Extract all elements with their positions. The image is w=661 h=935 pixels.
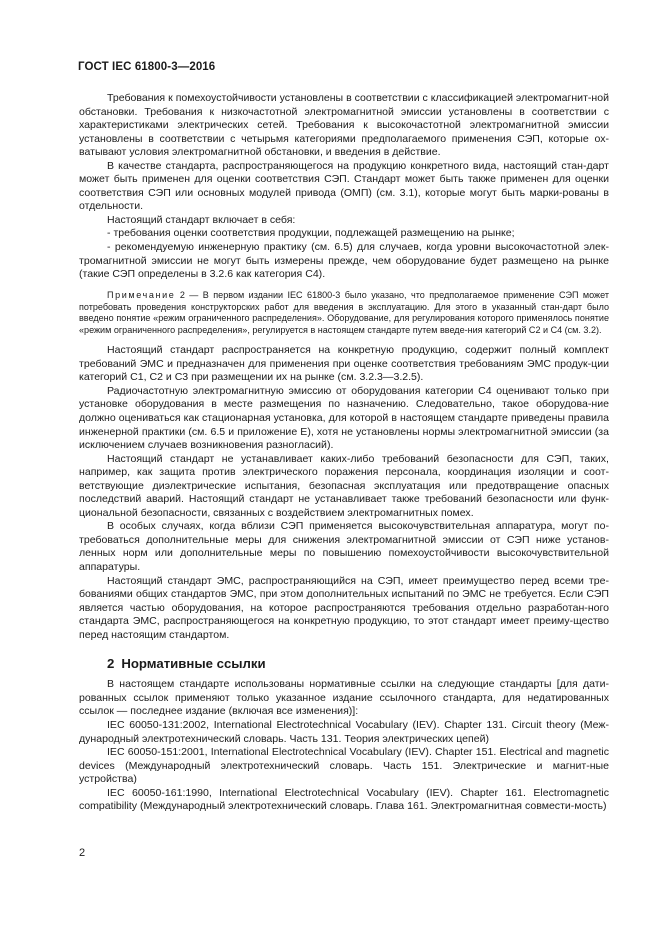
paragraph: В качестве стандарта, распространяющегося на продукцию конкретного вида, настоящий стан-дарт может быть применен для оценки соответствия СЭП. Стандарт может быть также применен для оценки соответствия СЭП или основных модулей привода (ОМП) (см. 3.1), которые могут быть марки-рованы в отдельности. — [79, 159, 609, 213]
reference-item: IEC 60050-161:1990, International Electrotechnical Vocabulary (IEV). Chapter 161. Electromagnetic compatibility (Международный электротехнический словарь. Глава 161. Электромагнитная совмести-мость) — [79, 786, 609, 813]
paragraph: Настоящий стандарт включает в себя: — [107, 213, 296, 226]
paragraph: Настоящий стандарт ЭМС, распространяющийся на СЭП, имеет преимущество перед всеми тре-бованиями общих стандартов ЭМС, при этом дополнительных испытаний по ЭМС не требуется. Если СЭП является частью оборудования, на которое распространяются требования отдельно разработан-ного стандарта ЭМС, распространяющегося на конкретную продукцию, то этот стандарт имеет преиму-щество перед настоящим стандартом. — [79, 574, 609, 641]
page-number: 2 — [79, 847, 86, 859]
section-heading — [79, 656, 609, 672]
paragraph: В настоящем стандарте использованы нормативные ссылки на следующие стандарты [для дати-рованных ссылок применяют только указанное издание ссылочного стандарта, для недатированных ссылок — последнее издание (включая все изменения)]: — [79, 678, 609, 718]
list-item: - рекомендуемую инженерную практику (см. 6.5) для случаев, когда уровни высокочастотной элек-тромагнитной эмиссии не могут быть измерены прежде, чем оборудование будет размещено на рынке (такие СЭП определены в 3.2.6 как категория С4). — [79, 241, 609, 281]
paragraph: В особых случаях, когда вблизи СЭП применяется высокочувствительная аппаратура, могут по-требоваться дополнительные меры для снижения электромагнитной эмиссии от СЭП ниже установ-ленных норм или дополнительные меры по повышению помехоустойчивости высокочувствительной аппаратуры. — [79, 520, 609, 574]
paragraph: Настоящий стандарт не устанавливает каких-либо требований безопасности для СЭП, таких, например, как защита против электрического поражения персонала, координация изоляции и соот-ветствующие диэлектрические испытания, безопасная эксплуатация или предотвращение опасных последствий аварий. Настоящий стандарт не устанавливает также требований безопасности или функ-циональной безопасности, связанных с воздействием электромагнитных помех. — [79, 452, 609, 519]
note-text: 2 — В первом издании IEC 61800-3 было указано, что предполагаемое применение СЭП может потребовать проведения конструкторских работ для введения в эксплуатацию. Для этого в указанный стан-дарт было введено понятие «режим ограниченного распределения». Оборудование, для регулирования которого применялось понятие «режим ограниченного распределения», регулируется в настоящем стандарте путем введе-ния категорий С2 и С4 (см. 3.2). — [79, 289, 609, 336]
reference-item: IEC 60050-151:2001, International Electrotechnical Vocabulary (IEV). Chapter 151. Electrical and magnetic devices (Международный электротехнический словарь. Часть 151. Электрические и магнит-ные устройства) — [79, 746, 609, 786]
section-number: 2 — [107, 656, 115, 672]
list-item: - требования оценки соответствия продукции, подлежащей размещению на рынке; — [107, 227, 515, 240]
paragraph: Настоящий стандарт распространяется на конкретную продукцию, содержит полный комплект требований ЭМС и предназначен для применения при оценке соответствия требованиям ЭМС продук-ции категорий С1, С2 и С3 при размещении их на рынке (см. 3.2.3—3.2.5). — [79, 344, 609, 384]
section-title: Нормативные ссылки — [121, 656, 266, 672]
paragraph: Требования к помехоустойчивости установлены в соответствии с классификацией электромагнит-ной обстановки. Требования к низкочастотной электромагнитной эмиссии установлены в соответствии с характеристиками электрических сетей. Требования к высокочастотной электромагнитной эмиссии установлены в соответствии с четырьмя категориями предполагаемого применения СЭП, которые ох-ватывают условия электромагнитной обстановки, и введения в действие. — [79, 92, 609, 159]
note-label: Примечание — [107, 289, 176, 300]
paragraph: Радиочастотную электромагнитную эмиссию от оборудования категории С4 оценивают только при установке оборудования в месте размещения по назначению. Следовательно, такое оборудова-ние должно оцениваться как стационарная установка, для которой в настоящем стандарте приведены правила инженерной практики (см. 6.5 и приложение Е), хотя не установлены нормы электромагнитной эмиссии (за исключением случаев возникновения разногласий). — [79, 384, 609, 452]
document-header: ГОСТ IEC 61800-3—2016 — [78, 61, 216, 73]
note-paragraph — [79, 290, 609, 338]
reference-item: IEC 60050-131:2002, International Electrotechnical Vocabulary (IEV). Chapter 131. Circuit theory (Меж-дународный электротехнический словарь. Часть 131. Теория электрических цепей) — [79, 718, 609, 745]
page-content — [79, 92, 609, 814]
